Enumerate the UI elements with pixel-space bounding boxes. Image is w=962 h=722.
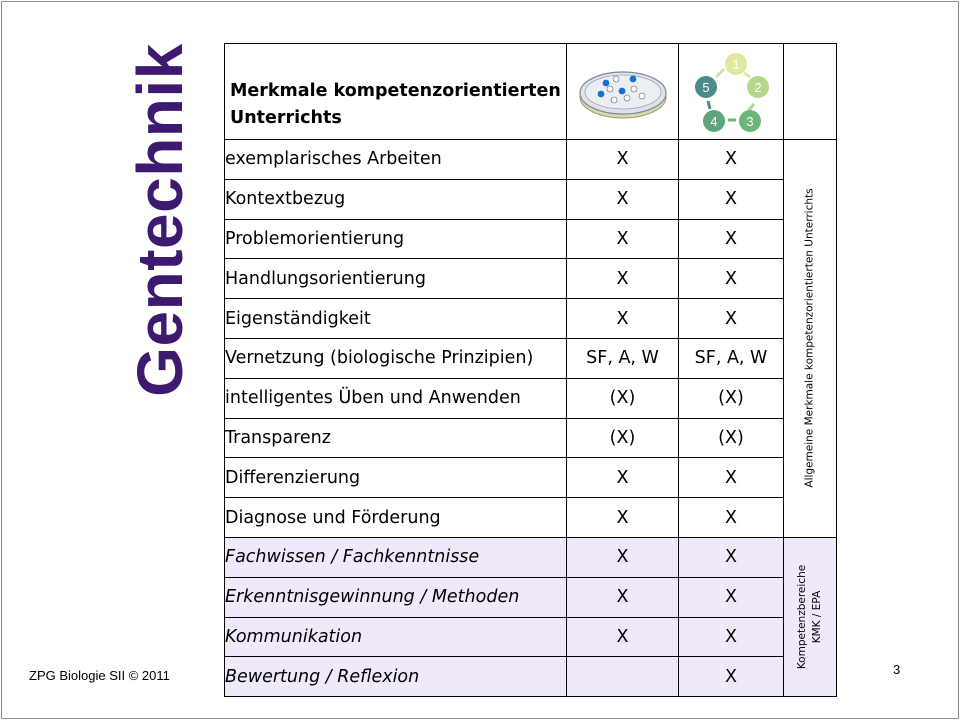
row-mark-col2: X [567,259,679,299]
row-mark-col3: X [679,259,784,299]
header-col2-cell [567,44,679,140]
table-row [225,458,837,498]
numbered-cycle-icon [686,49,776,135]
cycle-number-2: 2 [754,79,762,95]
row-mark-col3: X [679,299,784,339]
header-title-line2: Unterrichts [230,107,342,128]
row-label: Transparenz [225,418,567,458]
table-row [225,617,837,657]
row-mark-col3: X [679,657,784,697]
table-row [225,259,837,299]
table-row [225,378,837,418]
row-label: Diagnose und Förderung [225,498,567,538]
competence-table [224,43,837,697]
side-label-competence [795,565,825,669]
row-mark-col2: X [567,617,679,657]
table-row [225,299,837,339]
table-row [225,219,837,259]
row-label: Erkenntnisgewinnung / Methoden [225,577,567,617]
table-header-row [225,44,837,140]
row-mark-col3: (X) [679,378,784,418]
table-row [225,418,837,458]
row-mark-col3: X [679,537,784,577]
header-col3-cell [679,44,784,140]
row-label: Bewertung / Reflexion [225,657,567,697]
petri-dish-icon [576,59,670,125]
row-mark-col2: (X) [567,378,679,418]
side-label-competence-line1: Kompetenzbereiche [796,564,808,670]
cycle-number-5: 5 [702,79,710,95]
row-mark-col2 [567,657,679,697]
row-mark-col2: (X) [567,418,679,458]
cycle-number-3: 3 [746,113,754,129]
row-mark-col3: X [679,577,784,617]
side-label-general: Allgemeine Merkmale kompetenzorientierten Unterrichts [803,188,816,489]
row-mark-col3: X [679,617,784,657]
row-label: intelligentes Üben und Anwenden [225,378,567,418]
table-row [225,179,837,219]
table-row [225,338,837,378]
row-mark-col3: (X) [679,418,784,458]
row-mark-col3: X [679,140,784,180]
row-label: Eigenständigkeit [225,299,567,339]
row-mark-col2: X [567,219,679,259]
row-label: Vernetzung (biologische Prinzipien) [225,338,567,378]
row-label: Handlungsorientierung [225,259,567,299]
row-mark-col2: X [567,299,679,339]
row-label: Kommunikation [225,617,567,657]
row-mark-col3: X [679,458,784,498]
header-title-cell [225,44,567,140]
header-title-line1: Merkmale kompetenzorientierten [230,80,561,101]
row-mark-col3: X [679,498,784,538]
row-label: Fachwissen / Fachkenntnisse [225,537,567,577]
row-label: Problemorientierung [225,219,567,259]
table-row [225,657,837,697]
row-mark-col3: SF, A, W [679,338,784,378]
cycle-number-4: 4 [710,113,718,129]
side-label-competence-cell [784,537,837,696]
side-label-general-cell [784,140,837,538]
vertical-title-container [120,40,200,400]
row-mark-col2: X [567,179,679,219]
row-mark-col3: X [679,179,784,219]
row-label: Differenzierung [225,458,567,498]
row-mark-col2: X [567,537,679,577]
vertical-title: Gentechnik [124,43,196,397]
table-row [225,537,837,577]
row-mark-col3: X [679,219,784,259]
page-number: 3 [893,662,901,677]
cycle-number-1: 1 [732,56,740,72]
row-label: exemplarisches Arbeiten [225,140,567,180]
table-row [225,140,837,180]
row-mark-col2: SF, A, W [567,338,679,378]
row-mark-col2: X [567,140,679,180]
header-side-cell [784,44,837,140]
footer-copyright: ZPG Biologie SII © 2011 [29,668,170,683]
row-mark-col2: X [567,498,679,538]
row-mark-col2: X [567,577,679,617]
row-mark-col2: X [567,458,679,498]
table-row [225,577,837,617]
row-label: Kontextbezug [225,179,567,219]
side-label-competence-line2: KMK / EPA [811,590,823,644]
table-row [225,498,837,538]
